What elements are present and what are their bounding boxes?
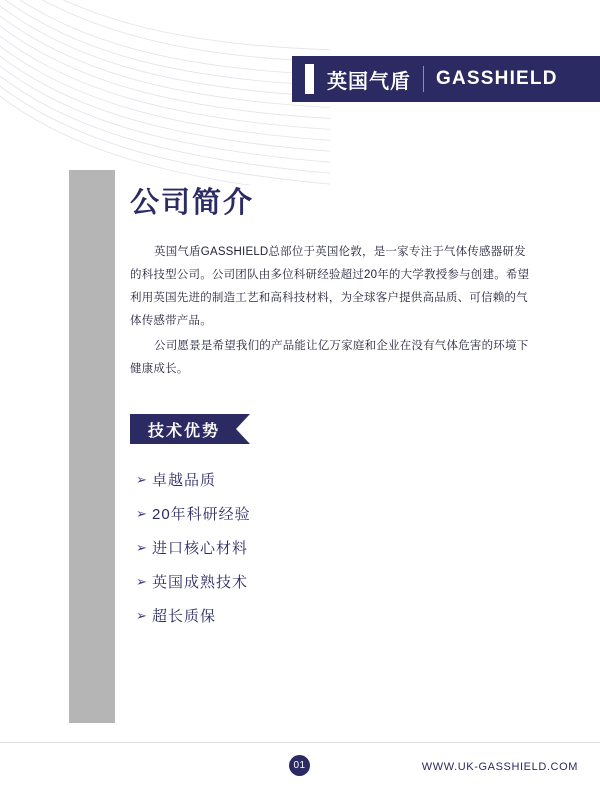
section-heading-ribbon: [130, 414, 236, 444]
advantages-list: [136, 462, 251, 632]
list-item: [136, 564, 251, 598]
header-accent-block: [305, 64, 314, 94]
ribbon-arrow-tail: [236, 414, 250, 444]
arrow-bullet-icon: ➢: [136, 539, 147, 555]
arrow-bullet-icon: ➢: [136, 573, 147, 589]
page-number-badge: 01: [289, 755, 310, 776]
list-item: [136, 496, 251, 530]
website-url: WWW.UK-GASSHIELD.COM: [421, 761, 578, 773]
arrow-bullet-icon: ➢: [136, 607, 147, 623]
list-item: [136, 462, 251, 496]
ribbon-body: [130, 414, 236, 444]
brand-header-bar: [292, 56, 600, 102]
company-intro-block: [130, 186, 530, 381]
brand-name-cn: 英国气盾: [327, 70, 411, 93]
brand-name-en: GASSHIELD: [436, 68, 558, 89]
header-divider: [423, 66, 424, 92]
advantage-label: 超长质保: [152, 607, 217, 625]
footer-divider: [0, 742, 600, 743]
arrow-bullet-icon: ➢: [136, 505, 147, 521]
list-item: [136, 530, 251, 564]
page-title: 公司简介: [130, 187, 255, 219]
intro-paragraph-2: 公司愿景是希望我们的产品能让亿万家庭和企业在没有气体危害的环境下健康成长。: [130, 339, 529, 375]
advantage-label: 进口核心材料: [152, 539, 249, 557]
advantage-label: 英国成熟技术: [152, 573, 249, 591]
arrow-bullet-icon: ➢: [136, 471, 147, 487]
decorative-grey-band: [69, 170, 115, 723]
section-heading-label: 技术优势: [148, 422, 221, 440]
intro-paragraph-1: 英国气盾GASSHIELD总部位于英国伦敦，是一家专注于气体传感器研发的科技型公司。公司团队由多位科研经验超过20年的大学教授参与创建。希望利用英国先进的制造工艺和高科技材料，为全球客户提供高品质、可信赖的气体传感带产品。: [130, 245, 530, 327]
advantage-label: 20年科研经验: [152, 505, 251, 523]
decorative-swoosh-lines: [0, 0, 330, 185]
advantage-label: 卓越品质: [152, 471, 217, 489]
list-item: [136, 598, 251, 632]
